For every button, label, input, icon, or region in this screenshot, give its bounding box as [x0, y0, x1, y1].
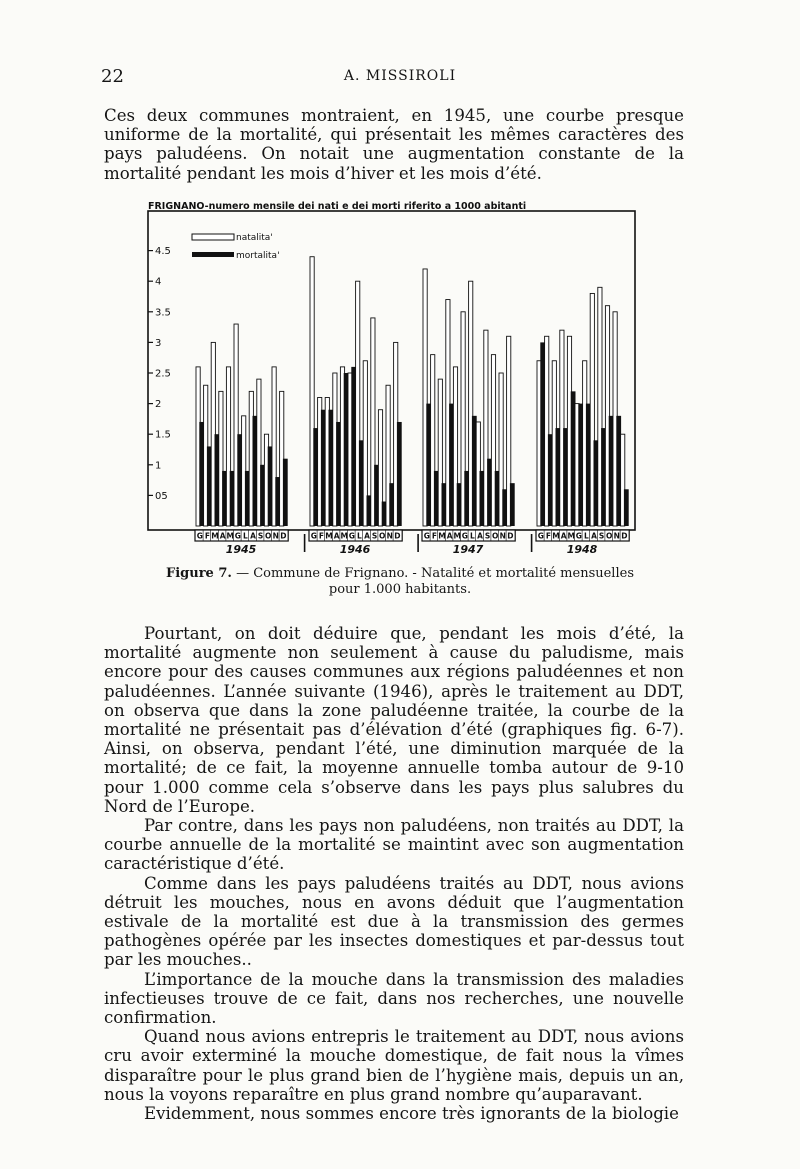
- month-label: D: [621, 531, 628, 541]
- month-label: A: [560, 531, 567, 541]
- y-tick-label: 1.5: [155, 429, 171, 441]
- month-label: M: [226, 531, 234, 541]
- month-label: N: [272, 531, 279, 541]
- body-paragraph: Evidemment, nous sommes encore très ignorants de la biologie: [144, 1104, 679, 1124]
- legend-label-mortalita: mortalita': [236, 251, 280, 261]
- month-label: L: [243, 531, 248, 541]
- month-label: S: [257, 531, 264, 541]
- running-head: A. MISSIROLI: [343, 68, 457, 84]
- month-label: A: [446, 531, 453, 541]
- month-label: N: [499, 531, 506, 541]
- body-paragraph: Par contre, dans les pays non paludéens, non traités au DDT, la courbe annuelle de la mortalité se maintint avec son augmentation caractéristique d’été.: [104, 816, 684, 874]
- natalite-mortalite-chart: [140, 200, 640, 570]
- month-label: G: [575, 531, 582, 541]
- month-label: F: [545, 531, 551, 541]
- month-label: S: [598, 531, 605, 541]
- month-label: M: [567, 531, 575, 541]
- month-label: S: [371, 531, 378, 541]
- month-label: O: [265, 531, 272, 541]
- month-label: O: [606, 531, 613, 541]
- month-label: N: [386, 531, 393, 541]
- y-tick-label: 3: [155, 337, 162, 349]
- year-label: 1947: [452, 543, 484, 556]
- month-label: G: [461, 531, 468, 541]
- month-label: O: [492, 531, 499, 541]
- body-paragraph: Quand nous avions entrepris le traitement au DDT, nous avions cru avoir exterminé la mouche domestique, de fait nous la vîmes disparaître pour le plus grand bien de l’hygiène mais, depuis un an, nous la voyons reparaître en plus grand nombre qu’auparavant.: [104, 1027, 684, 1104]
- legend-label-natalita: natalita': [236, 233, 273, 243]
- month-label: D: [507, 531, 514, 541]
- month-label: G: [234, 531, 241, 541]
- month-label: G: [537, 531, 544, 541]
- month-label: F: [204, 531, 210, 541]
- y-tick-label: 3.5: [155, 307, 171, 319]
- y-tick-label: 2.5: [155, 368, 171, 380]
- month-label: M: [438, 531, 446, 541]
- month-label: A: [250, 531, 256, 541]
- y-tick-label: 4: [155, 276, 162, 288]
- month-label: M: [453, 531, 461, 541]
- figure-caption-text: — Commune de Frignano. - Natalité et mortalité mensuelles pour 1.000 habitants.: [236, 566, 634, 597]
- month-label: S: [484, 531, 491, 541]
- month-label: L: [470, 531, 475, 541]
- bar-mortalita-1945-12: [283, 459, 288, 526]
- month-label: A: [477, 531, 483, 541]
- legend-swatch-natalita: [192, 234, 234, 240]
- legend-swatch-mortalita: [192, 252, 234, 257]
- y-tick-label: 4.5: [155, 246, 171, 258]
- y-tick-label: 05: [155, 490, 168, 502]
- bar-mortalita-1947-12: [510, 483, 515, 526]
- month-label: N: [613, 531, 620, 541]
- month-label: L: [357, 531, 362, 541]
- chart-title: FRIGNANO-numero mensile dei nati e dei morti riferito a 1000 abitanti: [148, 201, 527, 212]
- month-label: A: [364, 531, 370, 541]
- month-label: G: [423, 531, 430, 541]
- month-label: M: [340, 531, 348, 541]
- month-label: A: [333, 531, 340, 541]
- year-label: 1948: [566, 543, 598, 556]
- month-label: D: [394, 531, 401, 541]
- y-tick-label: 2: [155, 399, 162, 411]
- month-label: G: [310, 531, 317, 541]
- month-label: A: [219, 531, 226, 541]
- month-label: M: [211, 531, 219, 541]
- page-header: [0, 66, 800, 90]
- figure-label: Figure 7.: [166, 566, 232, 581]
- bar-mortalita-1946-12: [397, 422, 402, 526]
- body-text-block: [104, 624, 684, 1123]
- body-paragraph: L’importance de la mouche dans la transmission des maladies infectieuses trouve de ce fait, dans nos recherches, une nouvelle confirmation.: [104, 969, 684, 1028]
- intro-paragraph: Ces deux communes montraient, en 1945, une courbe presque uniforme de la mortalité, qui présentait les mêmes caractères des pays paludéens. On notait une augmentation constante de la mortalité pendant les mois d’hiver et les mois d’été.: [104, 106, 684, 183]
- page-number: 22: [101, 66, 124, 87]
- figure-caption: [150, 566, 650, 598]
- month-label: O: [379, 531, 386, 541]
- body-paragraph: Comme dans les pays paludéens traités au DDT, nous avions détruit les mouches, nous en avons déduit que l’augmentation estivale de la mortalité est due à la transmission des germes pathogènes opérée par les insectes domestiques et par-dessus tout par les mouches..: [104, 873, 684, 970]
- month-label: F: [431, 531, 437, 541]
- year-label: 1945: [225, 543, 257, 556]
- bar-mortalita-1948-12: [624, 489, 629, 526]
- year-label: 1946: [339, 543, 371, 556]
- y-tick-label: 1: [155, 460, 162, 472]
- body-paragraph: Pourtant, on doit déduire que, pendant les mois d’été, la mortalité augmente non seulement à cause du paludisme, mais encore pour des causes communes aux régions paludéennes et non paludéennes. L’année suivante (1946), après le traitement au DDT, on observa que dans la zone paludéenne traitée, la courbe de la mortalité ne présentait pas d’élévation d’été (graphiques fig. 6-7). Ainsi, on observa, pendant l’été, une diminution marquée de la mortalité; de ce fait, la moyenne annuelle tomba autour de 9-10 pour 1.000 comme cela s’observe dans les pays plus salubres du Nord de l’Europe.: [104, 624, 684, 816]
- month-label: G: [196, 531, 203, 541]
- month-label: A: [591, 531, 597, 541]
- month-label: M: [552, 531, 560, 541]
- month-label: M: [325, 531, 333, 541]
- month-label: L: [584, 531, 589, 541]
- month-label: D: [280, 531, 287, 541]
- figure-7: [140, 200, 640, 570]
- intro-text-block: [104, 106, 684, 183]
- month-label: F: [318, 531, 324, 541]
- month-label: G: [348, 531, 355, 541]
